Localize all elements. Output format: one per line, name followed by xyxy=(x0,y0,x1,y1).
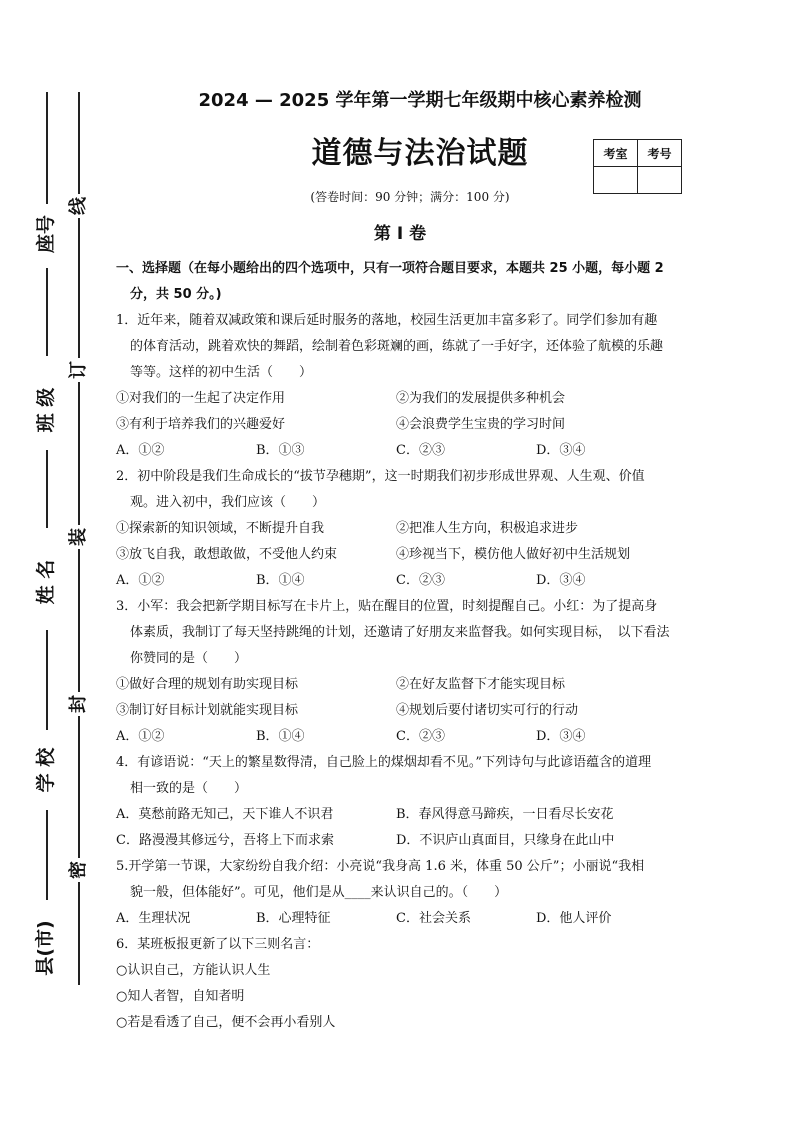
question-5 xyxy=(116,854,716,932)
section-heading: 一、选择题（在每小题给出的四个选项中，只有一项符合题目要求，本题共 25 小题，每小题 2 xyxy=(116,261,664,276)
exam-title: 道德与法治试题 xyxy=(311,136,529,171)
option-d[interactable]: D．③④ xyxy=(536,729,586,744)
option-b[interactable]: B．①③ xyxy=(256,443,305,458)
statement: ②在好友监督下才能实现目标 xyxy=(396,677,566,692)
option-c[interactable]: C．社会关系 xyxy=(396,911,471,926)
statement: ④规划后要付诸切实可行的行动 xyxy=(396,703,579,718)
question-text: 观。进入初中，我们应该（ ） xyxy=(130,495,326,510)
exam-supertitle: 2024 — 2025 学年第一学期七年级期中核心素养检测 xyxy=(198,90,642,111)
seat-number-label: 座号 xyxy=(35,215,57,254)
question-text: 4．有谚语说：“天上的繁星数得清，自己脸上的煤烟却看不见。”下列诗句与此谚语蕴含的道理 xyxy=(116,755,652,770)
county-line[interactable] xyxy=(46,810,48,900)
name-label: 姓 名 xyxy=(35,559,57,605)
section-heading-cont: 分，共 50 分。) xyxy=(130,287,222,302)
school-line[interactable] xyxy=(46,630,48,730)
option-d[interactable]: D．他人评价 xyxy=(536,911,612,926)
question-1 xyxy=(116,308,716,464)
question-text: 5.开学第一节课，大家纷纷自我介绍：小亮说“我身高 1.6 米，体重 50 公斤”；小丽说“我相 xyxy=(116,859,645,874)
exam-number-header: 考号 xyxy=(638,140,682,167)
statement: ③放飞自我，敢想敢做，不受他人约束 xyxy=(116,547,338,562)
option-a[interactable]: A．莫愁前路无知己，天下谁人不识君 xyxy=(116,807,334,822)
statement: ④会浪费学生宝贵的学习时间 xyxy=(396,417,566,432)
option-d[interactable]: D．不识庐山真面目，只缘身在此山中 xyxy=(396,833,615,848)
option-c[interactable]: C．②③ xyxy=(396,443,445,458)
question-text: 等等。这样的初中生活（ ） xyxy=(130,365,313,380)
option-b[interactable]: B．①④ xyxy=(256,573,305,588)
statement: ①对我们的一生起了决定作用 xyxy=(116,391,286,406)
option-d[interactable]: D．③④ xyxy=(536,443,586,458)
option-a[interactable]: A．①② xyxy=(116,573,165,588)
exam-info: (答卷时间：90 分钟；满分：100 分) xyxy=(310,190,510,204)
question-text: 6．某班板报更新了以下三则名言： xyxy=(116,937,320,952)
question-6 xyxy=(116,932,716,1036)
statement: ③制订好目标计划就能实现目标 xyxy=(116,703,299,718)
option-c[interactable]: C．路漫漫其修远兮，吾将上下而求索 xyxy=(116,833,334,848)
question-2 xyxy=(116,464,716,594)
option-a[interactable]: A．①② xyxy=(116,443,165,458)
class-line[interactable] xyxy=(46,268,48,356)
question-3 xyxy=(116,594,716,750)
binding-word-mi: 密 xyxy=(67,858,91,882)
question-text: 你赞同的是（ ） xyxy=(130,651,248,666)
statement: ③有利于培养我们的兴趣爱好 xyxy=(116,417,286,432)
quote: ○知人者智，自知者明 xyxy=(116,989,245,1004)
question-text: 体素质，我制订了每天坚持跳绳的计划，还邀请了好朋友来监督我。如何实现目标， 以下看法 xyxy=(130,625,670,640)
option-c[interactable]: C．②③ xyxy=(396,729,445,744)
binding-word-xian: 线 xyxy=(67,194,91,218)
question-content xyxy=(116,256,716,1036)
exam-room-table xyxy=(593,139,682,194)
seat-number-line[interactable] xyxy=(46,92,48,204)
question-text: 相一致的是（ ） xyxy=(130,781,248,796)
binding-word-ding: 订 xyxy=(67,358,91,382)
statement: ②为我们的发展提供多种机会 xyxy=(396,391,566,406)
option-a[interactable]: A．①② xyxy=(116,729,165,744)
question-text: 2．初中阶段是我们生命成长的“拔节孕穗期”，这一时期我们初步形成世界观、人生观、价值 xyxy=(116,469,645,484)
option-c[interactable]: C．②③ xyxy=(396,573,445,588)
quote: ○认识自己，方能认识人生 xyxy=(116,963,271,978)
option-b[interactable]: B．心理特征 xyxy=(256,911,331,926)
class-label: 班 级 xyxy=(35,387,57,433)
statement: ④珍视当下，模仿他人做好初中生活规划 xyxy=(396,547,631,562)
question-4 xyxy=(116,750,716,854)
county-label: 县(市) xyxy=(34,920,56,976)
binding-word-feng: 封 xyxy=(67,692,91,716)
quote: ○若是看透了自己，便不会再小看别人 xyxy=(116,1015,336,1030)
question-text: 1．近年来，随着双减政策和课后延时服务的落地，校园生活更加丰富多彩了。同学们参加有趣 xyxy=(116,313,658,328)
statement: ①探索新的知识领域，不断提升自我 xyxy=(116,521,325,536)
school-label: 学 校 xyxy=(35,747,57,793)
binding-word-zhuang: 装 xyxy=(67,525,91,549)
option-b[interactable]: B．春风得意马蹄疾，一日看尽长安花 xyxy=(396,807,614,822)
exam-room-header: 考室 xyxy=(594,140,638,167)
statement: ①做好合理的规划有助实现目标 xyxy=(116,677,299,692)
question-text: 3．小军：我会把新学期目标写在卡片上，贴在醒目的位置，时刻提醒自己。小红：为了提高身 xyxy=(116,599,658,614)
question-text: 貌一般，但体能好”。可见，他们是从____来认识自己的。（ ） xyxy=(130,885,508,900)
exam-number-cell[interactable] xyxy=(638,167,682,194)
option-b[interactable]: B．①④ xyxy=(256,729,305,744)
option-d[interactable]: D．③④ xyxy=(536,573,586,588)
volume-title: 第 I 卷 xyxy=(373,224,427,244)
option-a[interactable]: A．生理状况 xyxy=(116,911,191,926)
statement: ②把准人生方向，积极追求进步 xyxy=(396,521,579,536)
exam-room-cell[interactable] xyxy=(594,167,638,194)
question-text: 的体育活动，跳着欢快的舞蹈，绘制着色彩斑斓的画，练就了一手好字，还体验了航模的乐趣 xyxy=(130,339,664,354)
name-line[interactable] xyxy=(46,450,48,528)
